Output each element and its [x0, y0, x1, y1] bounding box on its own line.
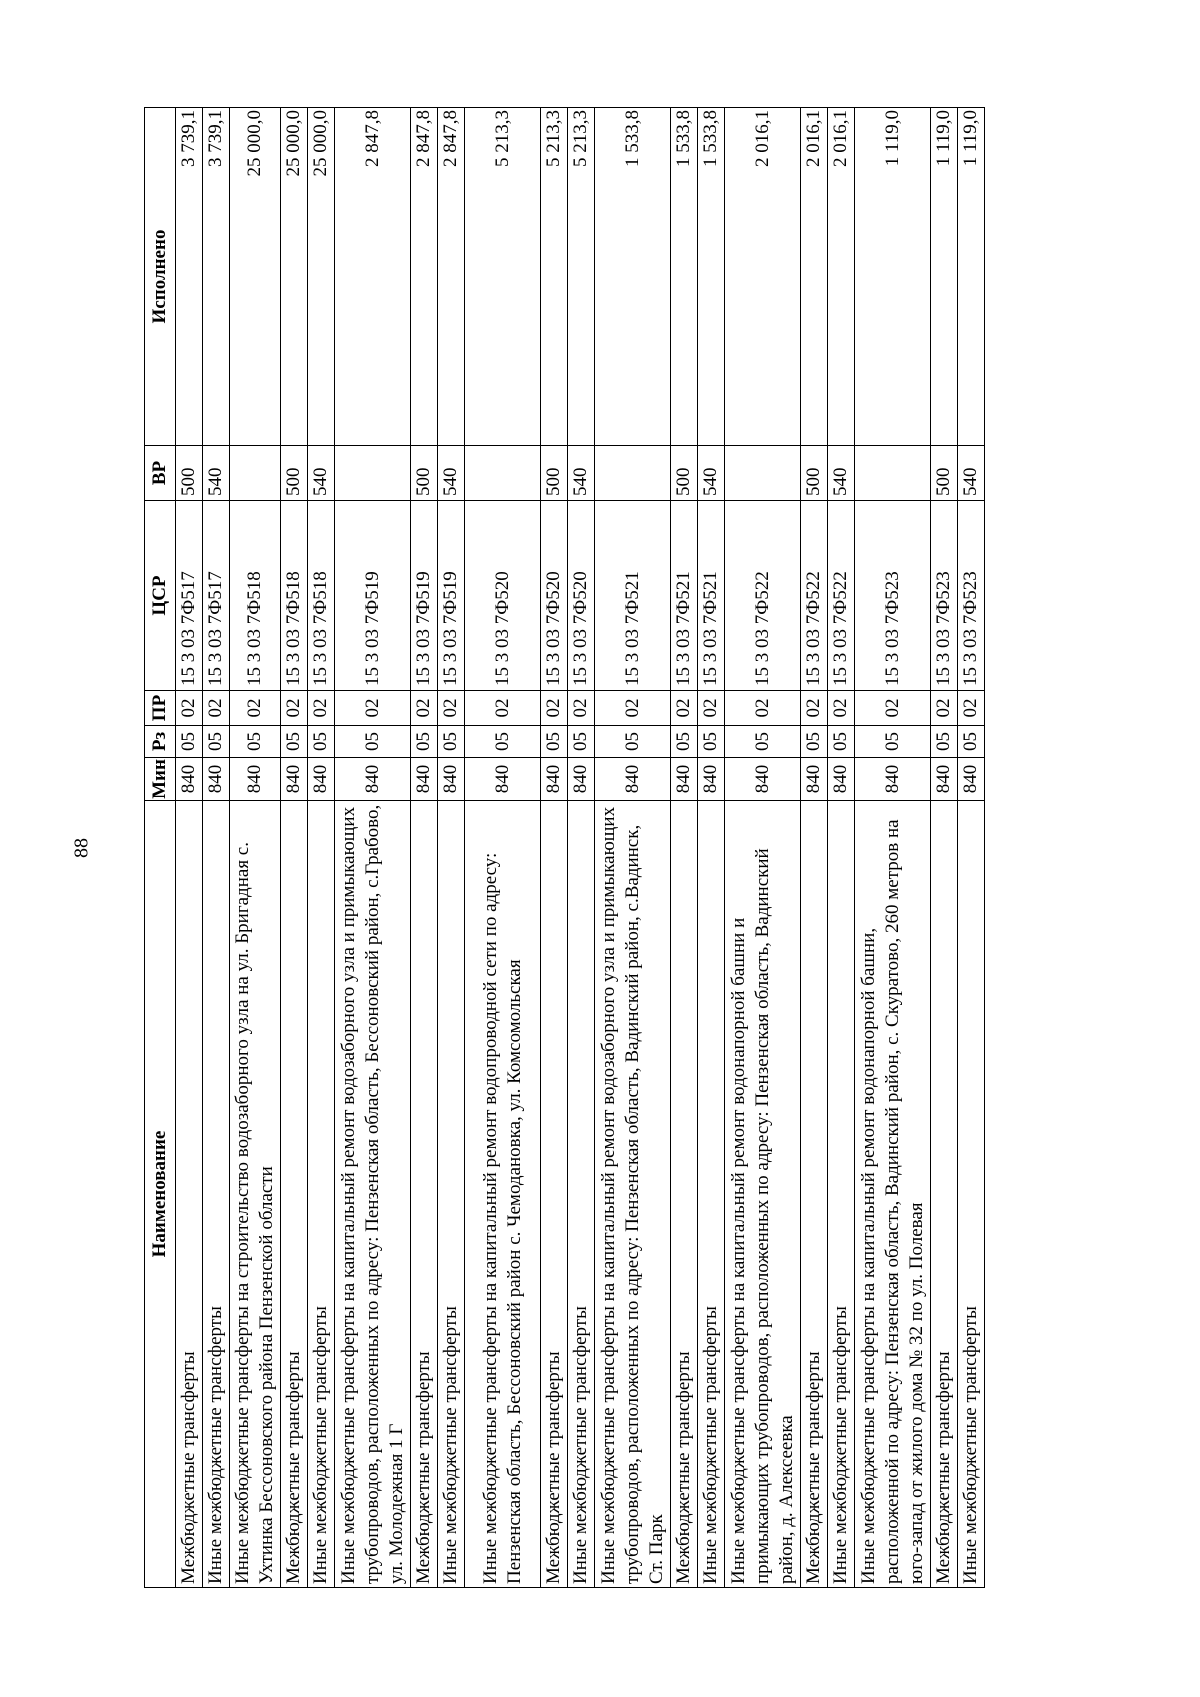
cell-name: Иные межбюджетные трансферты [958, 801, 985, 1588]
cell-csr: 15 3 03 7Ф523 [855, 501, 931, 691]
cell-done: 1 119,0 [855, 108, 931, 446]
cell-pr: 02 [541, 691, 568, 726]
cell-done: 2 016,1 [725, 108, 801, 446]
header-csr: ЦСР [145, 501, 176, 691]
cell-pr: 02 [725, 691, 801, 726]
cell-name: Иные межбюджетные трансферты на капитальный ремонт водозаборного узла и примыкающих трубопроводов, расположенных по адресу: Пензенская область, Вадинский район, с.Вадинск, Ст. Парк [595, 801, 671, 1588]
table-row [335, 108, 411, 1588]
cell-vr: 540 [958, 446, 985, 501]
table-row [671, 108, 698, 1588]
cell-vr [335, 446, 411, 501]
cell-vr: 500 [411, 446, 438, 501]
cell-pr: 02 [698, 691, 725, 726]
cell-rz: 05 [671, 726, 698, 758]
cell-name: Иные межбюджетные трансферты на капитальный ремонт водозаборного узла и примыкающих трубопроводов, расположенных по адресу: Пензенская область, Бессоновский район, с.Грабово, ул. Молодежная 1 Г [335, 801, 411, 1588]
cell-done: 25 000,0 [308, 108, 335, 446]
cell-csr: 15 3 03 7Ф519 [438, 501, 465, 691]
table-row [725, 108, 801, 1588]
cell-done: 25 000,0 [281, 108, 308, 446]
cell-pr: 02 [828, 691, 855, 726]
cell-name: Межбюджетные трансферты [541, 801, 568, 1588]
cell-vr [595, 446, 671, 501]
header-name: Наименование [145, 801, 176, 1588]
cell-name: Иные межбюджетные трансферты [568, 801, 595, 1588]
cell-min: 840 [855, 758, 931, 801]
cell-rz: 05 [958, 726, 985, 758]
cell-min: 840 [541, 758, 568, 801]
cell-vr [855, 446, 931, 501]
cell-csr: 15 3 03 7Ф520 [465, 501, 541, 691]
table-header-row [145, 108, 176, 1588]
table-row [308, 108, 335, 1588]
cell-min: 840 [203, 758, 230, 801]
cell-done: 1 533,8 [671, 108, 698, 446]
table-row [541, 108, 568, 1588]
cell-done: 2 016,1 [828, 108, 855, 446]
cell-vr: 500 [931, 446, 958, 501]
cell-name: Иные межбюджетные трансферты [698, 801, 725, 1588]
header-pr: ПР [145, 691, 176, 726]
cell-rz: 05 [698, 726, 725, 758]
rotated-table-container [144, 108, 1149, 1588]
cell-pr: 02 [308, 691, 335, 726]
cell-pr: 02 [931, 691, 958, 726]
cell-rz: 05 [281, 726, 308, 758]
cell-done: 25 000,0 [230, 108, 281, 446]
cell-vr: 500 [671, 446, 698, 501]
cell-min: 840 [595, 758, 671, 801]
cell-done: 2 016,1 [801, 108, 828, 446]
cell-csr: 15 3 03 7Ф522 [801, 501, 828, 691]
table-row [176, 108, 203, 1588]
cell-vr: 500 [176, 446, 203, 501]
cell-csr: 15 3 03 7Ф518 [308, 501, 335, 691]
cell-done: 5 213,3 [568, 108, 595, 446]
cell-name: Иные межбюджетные трансферты на капитальный ремонт водонапорной башни, расположенной по адресу: Пензенская область, Вадинский район, с. Скуратово, 260 метров на юго-запад от жилого дома № 32 по ул. Полевая [855, 801, 931, 1588]
cell-name: Межбюджетные трансферты [281, 801, 308, 1588]
cell-name: Межбюджетные трансферты [671, 801, 698, 1588]
header-done: Исполнено [145, 108, 176, 446]
cell-done: 3 739,1 [203, 108, 230, 446]
cell-pr: 02 [281, 691, 308, 726]
cell-done: 5 213,3 [465, 108, 541, 446]
cell-vr: 500 [541, 446, 568, 501]
cell-min: 840 [335, 758, 411, 801]
cell-name: Иные межбюджетные трансферты [308, 801, 335, 1588]
table-row [801, 108, 828, 1588]
table-row [595, 108, 671, 1588]
cell-pr: 02 [176, 691, 203, 726]
cell-min: 840 [176, 758, 203, 801]
cell-vr [230, 446, 281, 501]
cell-csr: 15 3 03 7Ф519 [335, 501, 411, 691]
cell-csr: 15 3 03 7Ф521 [595, 501, 671, 691]
table-row [438, 108, 465, 1588]
budget-table [144, 107, 985, 1588]
cell-csr: 15 3 03 7Ф520 [541, 501, 568, 691]
cell-pr: 02 [958, 691, 985, 726]
cell-done: 1 533,8 [595, 108, 671, 446]
cell-rz: 05 [411, 726, 438, 758]
cell-pr: 02 [465, 691, 541, 726]
cell-rz: 05 [801, 726, 828, 758]
cell-csr: 15 3 03 7Ф519 [411, 501, 438, 691]
table-row [931, 108, 958, 1588]
cell-pr: 02 [203, 691, 230, 726]
table-row [828, 108, 855, 1588]
cell-csr: 15 3 03 7Ф523 [958, 501, 985, 691]
cell-csr: 15 3 03 7Ф518 [230, 501, 281, 691]
cell-rz: 05 [438, 726, 465, 758]
cell-min: 840 [671, 758, 698, 801]
cell-name: Межбюджетные трансферты [801, 801, 828, 1588]
cell-pr: 02 [230, 691, 281, 726]
cell-pr: 02 [568, 691, 595, 726]
cell-rz: 05 [541, 726, 568, 758]
page-number: 88 [70, 838, 93, 858]
cell-csr: 15 3 03 7Ф517 [203, 501, 230, 691]
cell-done: 2 847,8 [411, 108, 438, 446]
cell-vr: 540 [203, 446, 230, 501]
table-row [465, 108, 541, 1588]
cell-done: 1 119,0 [958, 108, 985, 446]
cell-name: Иные межбюджетные трансферты [203, 801, 230, 1588]
cell-done: 1 119,0 [931, 108, 958, 446]
table-row [958, 108, 985, 1588]
cell-pr: 02 [411, 691, 438, 726]
cell-min: 840 [411, 758, 438, 801]
header-rz: Рз [145, 726, 176, 758]
cell-rz: 05 [828, 726, 855, 758]
cell-name: Иные межбюджетные трансферты [438, 801, 465, 1588]
cell-min: 840 [725, 758, 801, 801]
cell-csr: 15 3 03 7Ф518 [281, 501, 308, 691]
cell-pr: 02 [855, 691, 931, 726]
cell-name: Иные межбюджетные трансферты на капитальный ремонт водонапорной башни и примыкающих трубопроводов, расположенных по адресу: Пензенская область, Вадинский район, д. Алексеевка [725, 801, 801, 1588]
cell-vr: 540 [568, 446, 595, 501]
cell-name: Межбюджетные трансферты [411, 801, 438, 1588]
cell-csr: 15 3 03 7Ф517 [176, 501, 203, 691]
cell-rz: 05 [855, 726, 931, 758]
cell-vr: 500 [281, 446, 308, 501]
cell-vr: 500 [801, 446, 828, 501]
cell-rz: 05 [465, 726, 541, 758]
cell-csr: 15 3 03 7Ф522 [725, 501, 801, 691]
cell-csr: 15 3 03 7Ф521 [671, 501, 698, 691]
cell-csr: 15 3 03 7Ф522 [828, 501, 855, 691]
cell-min: 840 [698, 758, 725, 801]
cell-pr: 02 [595, 691, 671, 726]
cell-vr: 540 [828, 446, 855, 501]
cell-rz: 05 [230, 726, 281, 758]
cell-vr: 540 [308, 446, 335, 501]
cell-min: 840 [438, 758, 465, 801]
cell-name: Межбюджетные трансферты [176, 801, 203, 1588]
table-row [230, 108, 281, 1588]
cell-min: 840 [281, 758, 308, 801]
cell-done: 1 533,8 [698, 108, 725, 446]
cell-name: Иные межбюджетные трансферты [828, 801, 855, 1588]
cell-csr: 15 3 03 7Ф521 [698, 501, 725, 691]
cell-vr: 540 [438, 446, 465, 501]
cell-min: 840 [931, 758, 958, 801]
cell-rz: 05 [595, 726, 671, 758]
cell-vr: 540 [698, 446, 725, 501]
table-row [203, 108, 230, 1588]
cell-min: 840 [568, 758, 595, 801]
cell-min: 840 [465, 758, 541, 801]
cell-rz: 05 [203, 726, 230, 758]
cell-done: 2 847,8 [438, 108, 465, 446]
cell-done: 2 847,8 [335, 108, 411, 446]
cell-rz: 05 [308, 726, 335, 758]
table-row [411, 108, 438, 1588]
cell-min: 840 [801, 758, 828, 801]
cell-vr [465, 446, 541, 501]
cell-csr: 15 3 03 7Ф523 [931, 501, 958, 691]
cell-pr: 02 [801, 691, 828, 726]
cell-rz: 05 [176, 726, 203, 758]
cell-name: Межбюджетные трансферты [931, 801, 958, 1588]
cell-pr: 02 [438, 691, 465, 726]
table-row [568, 108, 595, 1588]
cell-name: Иные межбюджетные трансферты на капитальный ремонт водопроводной сети по адресу: Пензенская область, Бессоновский район с. Чемодановка, ул. Комсомольская [465, 801, 541, 1588]
cell-rz: 05 [931, 726, 958, 758]
cell-pr: 02 [335, 691, 411, 726]
cell-rz: 05 [335, 726, 411, 758]
header-vr: ВР [145, 446, 176, 501]
cell-min: 840 [230, 758, 281, 801]
cell-min: 840 [958, 758, 985, 801]
cell-min: 840 [308, 758, 335, 801]
table-row [855, 108, 931, 1588]
cell-csr: 15 3 03 7Ф520 [568, 501, 595, 691]
cell-min: 840 [828, 758, 855, 801]
cell-done: 5 213,3 [541, 108, 568, 446]
cell-done: 3 739,1 [176, 108, 203, 446]
table-row [281, 108, 308, 1588]
cell-vr [725, 446, 801, 501]
cell-name: Иные межбюджетные трансферты на строительство водозаборного узла на ул. Бригадная с. Ухтинка Бессоновского района Пензенской области [230, 801, 281, 1588]
table-row [698, 108, 725, 1588]
cell-rz: 05 [568, 726, 595, 758]
header-min: Мин [145, 758, 176, 801]
cell-pr: 02 [671, 691, 698, 726]
cell-rz: 05 [725, 726, 801, 758]
